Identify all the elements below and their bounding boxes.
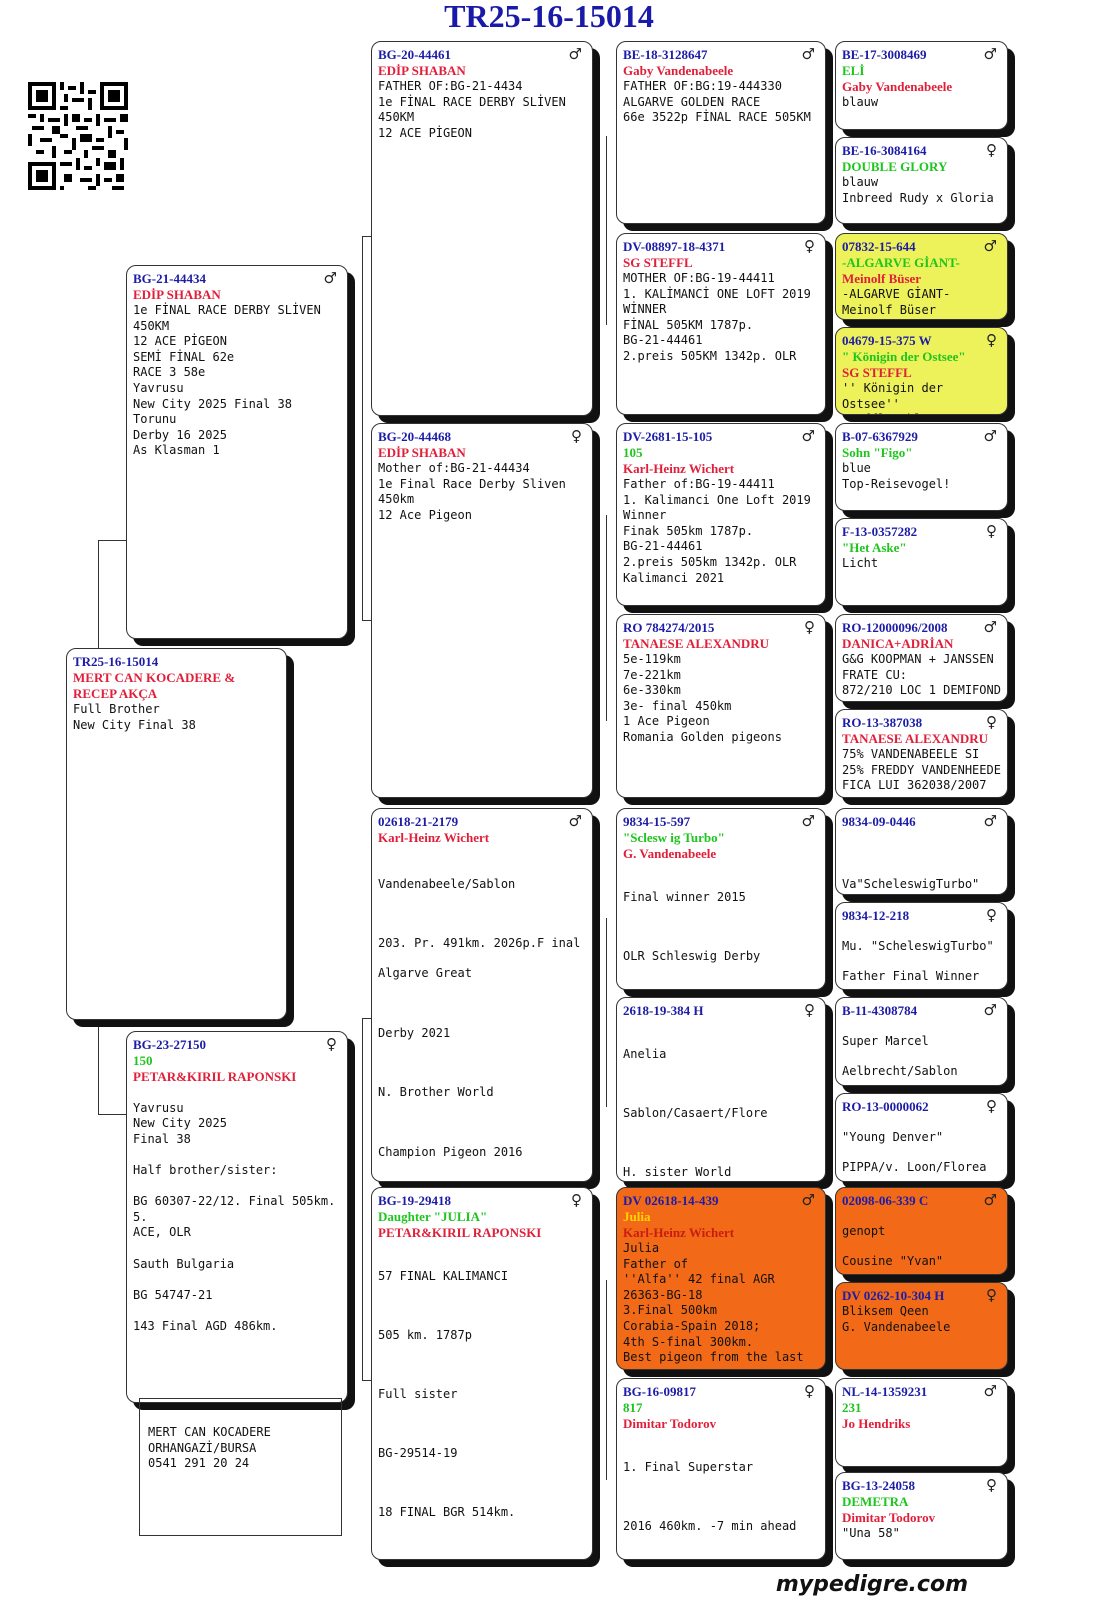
pedigree-card-sss[interactable] — [616, 41, 826, 224]
pigeon-notes: MOTHER OF:BG-19-44411 1. KALİMANCİ ONE LOFT 2019 WİNNER FİNAL 505KM 1787p. BG-21-44461 2.preis 505KM 1342p. OLR — [623, 271, 811, 363]
owner-name: DANICA+ADRİAN — [842, 636, 954, 651]
ring-number: DV-08897-18-4371 — [623, 239, 726, 254]
pigeon-notes: Licht — [842, 556, 879, 570]
connector-line — [826, 1236, 827, 1327]
connector-line — [826, 852, 827, 943]
female-symbol-icon: ♀ — [804, 1001, 815, 1019]
owner-name: SG STEFFL — [623, 255, 693, 270]
connector-line — [826, 278, 827, 370]
pedigree-card-g7[interactable] — [835, 614, 1008, 702]
pigeon-notes: Full Brother New City Final 38 — [73, 702, 196, 732]
female-symbol-icon: ♀ — [986, 713, 997, 731]
pigeon-notes: "Una 58" — [842, 1526, 900, 1540]
pigeon-name: ELİ — [842, 63, 865, 78]
pigeon-notes: blauw — [842, 95, 879, 109]
pigeon-notes: Final winner 2015 OLR Schleswig Derby — [623, 890, 761, 964]
male-symbol-icon: ♂ — [801, 1191, 815, 1209]
ring-number: BG-13-24058 — [842, 1478, 915, 1493]
male-symbol-icon: ♂ — [801, 812, 815, 830]
owner-name: Jo Hendriks — [842, 1416, 911, 1431]
pigeon-notes: '' Königin der Ostsee'' — [842, 381, 944, 411]
ring-number: NL-14-1359231 — [842, 1384, 928, 1399]
pigeon-name: 150 — [133, 1053, 153, 1068]
pedigree-card-dam[interactable] — [126, 1031, 348, 1403]
pedigree-card-g3[interactable] — [835, 233, 1008, 320]
pedigree-card-g12[interactable] — [835, 1093, 1008, 1182]
ring-number: F-13-0357282 — [842, 524, 918, 539]
pigeon-notes: Va"ScheleswigTurbo" — [842, 876, 980, 891]
pedigree-title: TR25-16-15014 — [444, 0, 654, 34]
pedigree-card-sds[interactable] — [616, 423, 826, 606]
ring-number: 04679-15-375 W — [842, 333, 932, 348]
ring-number: BG-23-27150 — [133, 1037, 206, 1052]
pedigree-card-ssd[interactable] — [616, 233, 826, 415]
female-symbol-icon: ♀ — [326, 1035, 337, 1053]
pedigree-card-g5[interactable] — [835, 423, 1008, 511]
female-symbol-icon: ♀ — [571, 427, 582, 445]
pigeon-notes: "Young Denver" PIPPA/v. Loon/Florea — [842, 1130, 987, 1174]
connector-line — [826, 90, 827, 180]
pedigree-card-sire[interactable] — [126, 265, 348, 639]
connector-line — [98, 540, 126, 541]
pedigree-card-sire-dam[interactable] — [371, 423, 593, 798]
owner-name: Karl-Heinz Wichert — [623, 461, 735, 476]
ring-number: BE-18-3128647 — [623, 47, 708, 62]
ring-number: BG-16-09817 — [623, 1384, 696, 1399]
connector-line — [98, 1114, 126, 1115]
ring-number: DV 02618-14-439 — [623, 1193, 719, 1208]
pedigree-card-g13[interactable] — [835, 1187, 1008, 1275]
ring-number: RO 784274/2015 — [623, 620, 715, 635]
female-symbol-icon: ♀ — [986, 906, 997, 924]
pigeon-name: -ALGARVE GİANT- — [842, 255, 960, 270]
ring-number: 02618-21-2179 — [378, 814, 459, 829]
connector-line — [826, 659, 827, 751]
ring-number: DV-2681-15-105 — [623, 429, 713, 444]
owner-name: Karl-Heinz Wichert — [623, 1225, 735, 1240]
pigeon-name: "Sclesw ig Turbo" — [623, 830, 725, 845]
pigeon-notes: 5e-119km 7e-221km 6e-330km 3e- final 450km 1 Ace Pigeon Romania Golden pigeons — [623, 652, 782, 744]
owner-name: G. Vandenabeele — [623, 846, 717, 861]
connector-line — [606, 1280, 607, 1480]
pigeon-name: DEMETRA — [842, 1494, 909, 1509]
pigeon-notes: blauw Inbreed Rudy x Gloria — [842, 175, 994, 205]
female-symbol-icon: ♀ — [986, 1476, 997, 1494]
pedigree-card-g16[interactable] — [835, 1472, 1008, 1560]
ring-number: B-07-6367929 — [842, 429, 918, 444]
pedigree-card-g2[interactable] — [835, 137, 1008, 224]
pigeon-notes: Super Marcel Aelbrecht/Sablon — [842, 1034, 958, 1078]
pedigree-card-g14[interactable] — [835, 1282, 1008, 1370]
ring-number: RO-13-387038 — [842, 715, 923, 730]
pigeon-name: DOUBLE GLORY — [842, 159, 948, 174]
male-symbol-icon: ♂ — [983, 237, 997, 255]
pigeon-notes: FATHER OF:BG-21-4434 1e FİNAL RACE DERBY SLİVEN 450KM 12 ACE PİGEON — [378, 79, 566, 140]
ring-number: 9834-09-0446 — [842, 814, 916, 829]
ring-number: 2618-19-384 H — [623, 1003, 704, 1018]
pedigree-card-g6[interactable] — [835, 518, 1008, 606]
pigeon-name: 231 — [842, 1400, 862, 1415]
owner-name: TANAESE ALEXANDRU — [842, 731, 989, 746]
male-symbol-icon: ♂ — [323, 269, 337, 287]
female-symbol-icon: ♀ — [804, 237, 815, 255]
pigeon-name: " Königin der Ostsee" — [842, 349, 966, 364]
pedigree-card-g15[interactable] — [835, 1378, 1008, 1467]
ring-number: 9834-12-218 — [842, 908, 910, 923]
female-symbol-icon: ♀ — [986, 522, 997, 540]
ring-number: RO-12000096/2008 — [842, 620, 948, 635]
ring-number: TR25-16-15014 — [73, 654, 159, 669]
ring-number: RO-13-0000062 — [842, 1099, 929, 1114]
pigeon-notes: 1. Final Superstar 2016 460km. -7 min ahead — [623, 1460, 797, 1534]
pigeon-name: Sohn "Figo" — [842, 445, 913, 460]
pigeon-notes: Mu. "ScheleswigTurbo" Father Final Winner — [842, 939, 994, 983]
owner-name: SG STEFFL — [842, 365, 912, 380]
ring-number: BE-16-3084164 — [842, 143, 927, 158]
pedigree-card-sire-sire[interactable] — [371, 41, 593, 416]
female-symbol-icon: ♀ — [986, 1286, 997, 1304]
pigeon-notes: Vandenabeele/Sablon 203. Pr. 491km. 2026p.F inal Algarve Great Derby 2021 N. Brother World Champion Pigeon 2016 — [378, 876, 581, 1159]
pedigree-card-dds[interactable] — [616, 1187, 826, 1370]
pedigree-card-dsd[interactable] — [616, 997, 826, 1182]
ring-number: BE-17-3008469 — [842, 47, 927, 62]
ring-number: B-11-4308784 — [842, 1003, 918, 1018]
ring-number: 02098-06-339 C — [842, 1193, 929, 1208]
pedigree-card-g8[interactable] — [835, 709, 1008, 798]
pedigree-card-g11[interactable] — [835, 997, 1008, 1086]
male-symbol-icon: ♂ — [983, 618, 997, 636]
male-symbol-icon: ♂ — [568, 45, 582, 63]
ring-number: 07832-15-644 — [842, 239, 916, 254]
ring-number: DV 0262-10-304 H — [842, 1288, 945, 1303]
male-symbol-icon: ♂ — [983, 1191, 997, 1209]
pedigree-card-dss[interactable] — [616, 808, 826, 990]
male-symbol-icon: ♂ — [568, 812, 582, 830]
pigeon-notes: 75% VANDENABEELE SI 25% FREDDY VANDENHEEDE FICA LUI 362038/2007 — [842, 747, 1001, 793]
qr-code-icon — [28, 82, 128, 190]
ring-number: BG-20-44461 — [378, 47, 451, 62]
owner-name: Gaby Vandenabeele — [623, 63, 734, 78]
pigeon-notes: FATHER OF:BG:19-444330 ALGARVE GOLDEN RACE 66e 3522p FİNAL RACE 505KM — [623, 79, 811, 125]
pigeon-notes: Bliksem Qeen G. Vandenabeele — [842, 1304, 951, 1334]
connector-line — [362, 1018, 363, 1380]
owner-name: Dimitar Todorov — [842, 1510, 936, 1525]
owner-name: Karl-Heinz Wichert — [378, 830, 490, 845]
owner-name: EDİP SHABAN — [133, 287, 221, 302]
connector-line — [826, 468, 827, 560]
pigeon-notes: genopt Cousine "Yvan" — [842, 1224, 944, 1268]
pigeon-notes: 1e FİNAL RACE DERBY SLİVEN 450KM 12 ACE PİGEON SEMİ FİNAL 62e RACE 3 58e Yavrusu New City 2025 Final 38 Torunu Derby 16 2025 As Klasman 1 — [133, 303, 321, 458]
female-symbol-icon: ♀ — [986, 141, 997, 159]
pedigree-card-g9[interactable] — [835, 808, 1008, 895]
site-logo[interactable]: mypedigre.com — [775, 1572, 968, 1597]
male-symbol-icon: ♂ — [983, 1382, 997, 1400]
male-symbol-icon: ♂ — [983, 1001, 997, 1019]
female-symbol-icon: ♀ — [986, 331, 997, 349]
male-symbol-icon: ♂ — [983, 45, 997, 63]
male-symbol-icon: ♂ — [801, 45, 815, 63]
owner-name: Gaby Vandenabeele — [842, 79, 953, 94]
pigeon-name: Daughter "JULIA" — [378, 1209, 488, 1224]
owner-name: EDİP SHABAN — [378, 445, 466, 460]
owner-name: Dimitar Todorov — [623, 1416, 717, 1431]
pedigree-card-dam-sire[interactable] — [371, 808, 593, 1182]
pigeon-name: 817 — [623, 1400, 643, 1415]
connector-line — [606, 515, 607, 721]
owner-name: PETAR&KIRIL RAPONSKI — [378, 1225, 542, 1240]
male-symbol-icon: ♂ — [801, 427, 815, 445]
connector-line — [826, 1045, 827, 1135]
pigeon-notes: Yavrusu New City 2025 Final 38 Half brother/sister: BG 60307-22/12. Final 505km. 5. ACE, OLR Sauth Bulgaria BG 54747-21 143 Final AGD 486km. — [133, 1100, 336, 1333]
ring-number: BG-20-44468 — [378, 429, 451, 444]
pigeon-notes: Anelia Sablon/Casaert/Flore H. sister World — [623, 1047, 768, 1180]
female-symbol-icon: ♀ — [571, 1191, 582, 1209]
pigeon-notes: Julia Father of ''Alfa'' 42 final AGR 26363-BG-18 3.Final 500km Corabia-Spain 2018; 4th S-final 300km. Best pigeon from the last — [623, 1241, 804, 1365]
pedigree-card-g4[interactable] — [835, 327, 1008, 415]
pedigree-card-ddd[interactable] — [616, 1378, 826, 1560]
connector-line — [362, 236, 363, 620]
female-symbol-icon: ♀ — [804, 618, 815, 636]
pigeon-notes: -ALGARVE GİANT- Meinolf Büser — [842, 287, 951, 317]
ring-number: BG-21-44434 — [133, 271, 206, 286]
owner-name: PETAR&KIRIL RAPONSKI — [133, 1069, 297, 1084]
breeder-contact: MERT CAN KOCADERE ORHANGAZİ/BURSA 0541 291 20 24 — [139, 1398, 342, 1536]
pigeon-name: "Het Aske" — [842, 540, 907, 555]
owner-name: MERT CAN KOCADERE & RECEP AKÇA — [73, 670, 236, 701]
pigeon-notes: G&G KOOPMAN + JANSSEN FRATE CU: 872/210 LOC 1 DEMIFOND — [842, 652, 1001, 698]
connector-line — [826, 1428, 827, 1520]
female-symbol-icon: ♀ — [804, 1382, 815, 1400]
pigeon-notes: blue Top-Reisevogel! — [842, 461, 951, 491]
pigeon-name: 105 — [623, 445, 643, 460]
pigeon-notes: Father of:BG-19-44411 1. Kalimanci One Loft 2019 Winner Finak 505km 1787p. BG-21-44461 2.preis 505km 1342p. OLR Kalimanci 2021 — [623, 477, 811, 585]
male-symbol-icon: ♂ — [983, 812, 997, 830]
ring-number: 9834-15-597 — [623, 814, 691, 829]
owner-name: Meinolf Büser — [842, 271, 922, 286]
male-symbol-icon: ♂ — [983, 427, 997, 445]
pedigree-card-dam-dam[interactable] — [371, 1187, 593, 1560]
owner-name: TANAESE ALEXANDRU — [623, 636, 770, 651]
female-symbol-icon: ♀ — [986, 1097, 997, 1115]
connector-line — [606, 918, 607, 1107]
pigeon-notes: Mother of:BG-21-44434 1e Final Race Derby Sliven 450km 12 Ace Pigeon — [378, 461, 566, 522]
pigeon-name: Julia — [623, 1209, 651, 1224]
ring-number: BG-19-29418 — [378, 1193, 451, 1208]
connector-line — [606, 136, 607, 325]
owner-name: EDİP SHABAN — [378, 63, 466, 78]
pigeon-notes: 57 FINAL KALIMANCI 505 km. 1787p Full sister BG-29514-19 18 FINAL BGR 514km. — [378, 1269, 516, 1519]
pedigree-card-subject[interactable] — [66, 648, 287, 1020]
pedigree-card-g1[interactable] — [835, 41, 1008, 130]
pedigree-card-sdd[interactable] — [616, 614, 826, 798]
pedigree-card-g10[interactable] — [835, 902, 1008, 990]
